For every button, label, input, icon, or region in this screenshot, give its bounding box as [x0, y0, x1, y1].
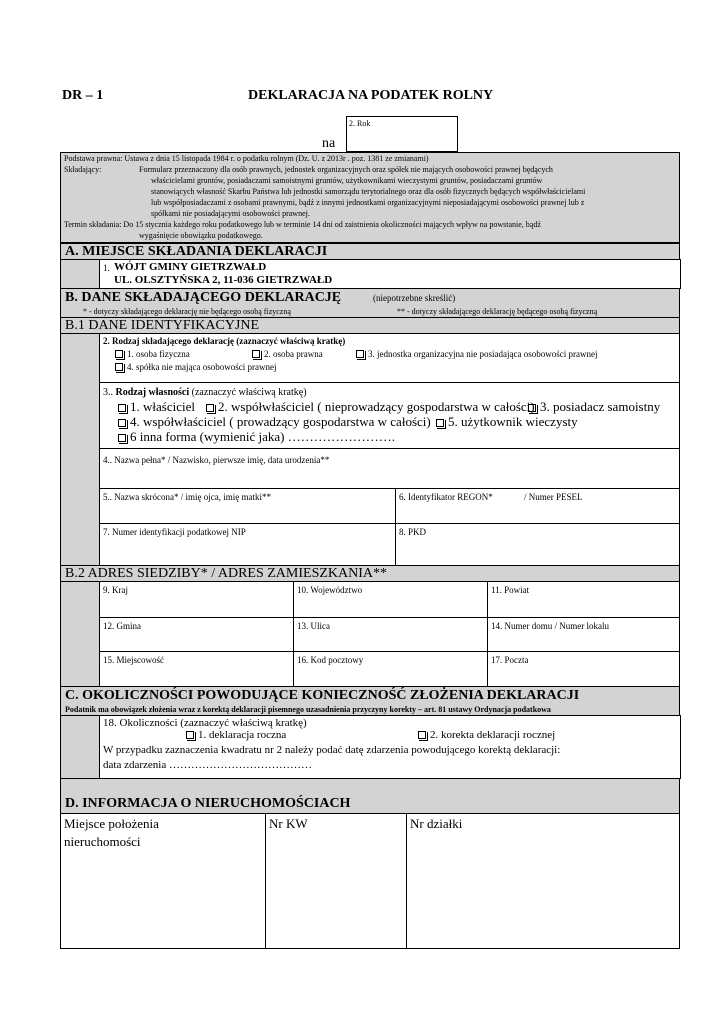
field-12-commune[interactable]	[99, 617, 294, 652]
correction-note: W przypadku zaznaczenia kwadratu nr 2 należy podać datę zdarzenia powodującego korektą deklaracji:	[103, 744, 561, 756]
year-label: 2. Rok	[349, 119, 371, 128]
section-d-title: D. INFORMACJA O NIERUCHOMOŚCIACH	[65, 796, 351, 811]
field-12-label: 12. Gmina	[103, 621, 141, 631]
field-2-label: 2. Rodzaj składającego deklarację (zaznaczyć właściwą kratkę)	[103, 336, 346, 346]
legal-basis: Podstawa prawna: Ustawa z dnia 15 listopada 1984 r. o podatku rolnym (Dz. U. z 2013r . poz. 1381 ze zmianami)	[64, 154, 429, 163]
deadline-2: wygaśnięcie obowiązku podatkowego.	[139, 231, 263, 240]
field-4-label: 4.. Nazwa pełna* / Nazwisko, pierwsze imię, data urodzenia**	[103, 455, 330, 465]
footnote-1: * - dotyczy składającego deklarację nie będącego osobą fizyczną	[83, 307, 291, 316]
opt-org-unit[interactable]: 3. jednostka organizacyjna nie posiadająca osobowości prawnej	[356, 349, 598, 360]
section-c-header	[60, 686, 680, 716]
section-d-header	[60, 778, 680, 814]
section-c-body	[60, 715, 680, 779]
checkbox-icon	[186, 731, 194, 739]
checkbox-icon	[436, 419, 444, 427]
land-register-label: Nr KW	[269, 816, 308, 831]
opt-perpetual-user[interactable]: 5. użytkownik wieczysty	[436, 414, 578, 429]
section-a-body	[60, 259, 680, 289]
field-6-regon-pesel[interactable]	[395, 488, 680, 524]
field-10-voivodeship[interactable]	[293, 581, 488, 618]
section-b-title: B. DANE SKŁADAJĄCEGO DEKLARACJĘ	[65, 290, 342, 305]
section-b1-header	[60, 317, 680, 334]
section-b2-title: B.2 ADRES SIEDZIBY* / ADRES ZAMIESZKANIA**	[65, 566, 388, 581]
field-3-ownership-type	[99, 382, 680, 449]
filer-line-1: Formularz przeznaczony dla osób prawnych, jednostek organizacyjnych oraz spółek nie mających osobowości prawnej będących	[139, 165, 553, 174]
filer-line-5: spółkami nie posiadającymi osobowości prawnej.	[151, 209, 310, 218]
field-11-label: 11. Powiat	[491, 585, 530, 595]
field-6-label-regon: 6. Identyfikator REGON*	[399, 492, 493, 502]
office-line-1: WÓJT GMINY GIETRZWAŁD	[114, 261, 267, 273]
field-13-street[interactable]	[293, 617, 488, 652]
na-label: na	[322, 136, 336, 151]
field-15-locality[interactable]	[99, 651, 294, 687]
year-field[interactable]	[346, 116, 458, 152]
checkbox-icon	[252, 350, 260, 358]
deadline-1: Termin składania: Do 15 stycznia każdego roku podatkowego lub w terminie 14 dni od zaistnienia okoliczności mających wpływ na powstanie, bądź	[64, 220, 541, 229]
filer-line-2: właścicielami gruntów, posiadaczami samoistnymi gruntów, użytkownikami wieczystymi gruntów, posiadaczami gruntów	[151, 176, 543, 185]
field-3-label: 3.. Rodzaj własności (zaznaczyć właściwą kratkę)	[103, 387, 307, 398]
opt-co-owner-not-running[interactable]: 2. współwłaściciel ( nieprowadzący gospodarstwa w całości)	[206, 399, 535, 414]
opt-annual-declaration[interactable]: 1. deklaracja roczna	[186, 729, 286, 742]
checkbox-icon	[356, 350, 364, 358]
footnote-2: ** - dotyczy składającego deklarację będącego osobą fizyczną	[397, 307, 598, 316]
section-b2-header	[60, 565, 680, 582]
field-4-full-name[interactable]	[99, 448, 680, 489]
field-17-post-office[interactable]	[487, 651, 680, 687]
opt-owner[interactable]: 1. właściciel	[118, 399, 195, 414]
checkbox-icon	[118, 434, 126, 442]
field-16-postal-code[interactable]	[293, 651, 488, 687]
opt-annual-correction[interactable]: 2. korekta deklaracji rocznej	[418, 729, 555, 742]
field-2-subject-type	[99, 333, 680, 383]
field-5-short-name[interactable]	[99, 488, 396, 524]
section-b1-title: B.1 DANE IDENTYFIKACYJNE	[65, 318, 260, 333]
form-title: DEKLARACJA NA PODATEK ROLNY	[248, 88, 494, 103]
field-14-label: 14. Numer domu / Numer lokalu	[491, 621, 609, 631]
intro-box	[60, 152, 680, 243]
field-7-label: 7. Numer identyfikacji podatkowej NIP	[103, 527, 246, 537]
land-register-column[interactable]	[265, 813, 407, 949]
checkbox-icon	[115, 363, 123, 371]
checkbox-icon	[528, 404, 536, 412]
checkbox-icon	[418, 731, 426, 739]
opt-natural-person[interactable]: 1. osoba fizyczna	[115, 349, 190, 360]
event-date-field[interactable]: data zdarzenia …………………………………	[103, 759, 312, 771]
field-13-label: 13. Ulica	[297, 621, 330, 631]
section-c-subtitle: Podatnik ma obowiązek złożenia wraz z korektą deklaracji pisemnego uzasadnienia przyczyny korekty – art. 81 ustawy Ordynacja podatkowa	[65, 705, 551, 714]
checkbox-icon	[115, 350, 123, 358]
field-18-circumstances	[99, 715, 681, 779]
section-b-note: (niepotrzebne skreślić)	[373, 293, 456, 303]
office-line-2: UL. OLSZTYŃSKA 2, 11-036 GIETRZWAŁD	[114, 274, 333, 286]
filer-line-3: stanowiących własność Skarbu Państwa lub jednostki samorządu terytorialnego oraz dla osób fizycznych będących współwłaścicielami	[151, 187, 586, 196]
opt-co-owner-running[interactable]: 4. współwłaściciel ( prowadzący gospodarstwa w całości)	[118, 414, 431, 429]
field-10-label: 10. Województwo	[297, 585, 363, 595]
field-14-house-number[interactable]	[487, 617, 680, 652]
opt-legal-person[interactable]: 2. osoba prawna	[252, 349, 323, 360]
field-18-label: 18. Okoliczności (zaznaczyć właściwą kratkę)	[103, 717, 307, 729]
section-b-header	[60, 288, 680, 318]
office-field	[99, 259, 681, 289]
location-column[interactable]	[60, 813, 266, 949]
filer-label: Składający:	[64, 165, 102, 174]
field-9-country[interactable]	[99, 581, 294, 618]
form-code: DR – 1	[62, 88, 104, 103]
checkbox-icon	[118, 404, 126, 412]
opt-partnership[interactable]: 4. spółka nie mająca osobowości prawnej	[115, 362, 276, 373]
field-7-nip[interactable]	[99, 523, 396, 566]
location-label-2: nieruchomości	[64, 834, 141, 849]
office-num: 1.	[103, 263, 110, 273]
section-a-header	[60, 243, 680, 260]
opt-independent-holder[interactable]: 3. posiadacz samoistny	[528, 399, 660, 414]
field-11-district[interactable]	[487, 581, 680, 618]
opt-other-form[interactable]: 6 inna forma (wymienić jaka) …………………….	[118, 429, 395, 444]
filer-line-4: lub współposiadaczami z osobami prawnymi, bądź z innymi jednostkami organizacyjnymi nieposiadającymi osobowości prawnej lub z	[151, 198, 585, 207]
section-a-title: A. MIEJSCE SKŁADANIA DEKLARACJI	[65, 244, 328, 259]
field-17-label: 17. Poczta	[491, 655, 529, 665]
plot-number-column[interactable]	[406, 813, 680, 949]
field-15-label: 15. Miejscowość	[103, 655, 164, 665]
field-16-label: 16. Kod pocztowy	[297, 655, 364, 665]
checkbox-icon	[206, 404, 214, 412]
plot-number-label: Nr działki	[410, 816, 463, 831]
field-5-label: 5.. Nazwa skrócona* / imię ojca, imię matki**	[103, 492, 271, 502]
field-9-label: 9. Kraj	[103, 585, 128, 595]
field-8-label: 8. PKD	[399, 527, 427, 537]
location-label-1: Miejsce położenia	[64, 816, 159, 831]
field-8-pkd[interactable]	[395, 523, 680, 566]
section-c-title: C. OKOLICZNOŚCI POWODUJĄCE KONIECZNOŚĆ ZŁOŻENIA DEKLARACJI	[65, 688, 580, 703]
checkbox-icon	[118, 419, 126, 427]
field-6-label-pesel: / Numer PESEL	[524, 492, 583, 502]
